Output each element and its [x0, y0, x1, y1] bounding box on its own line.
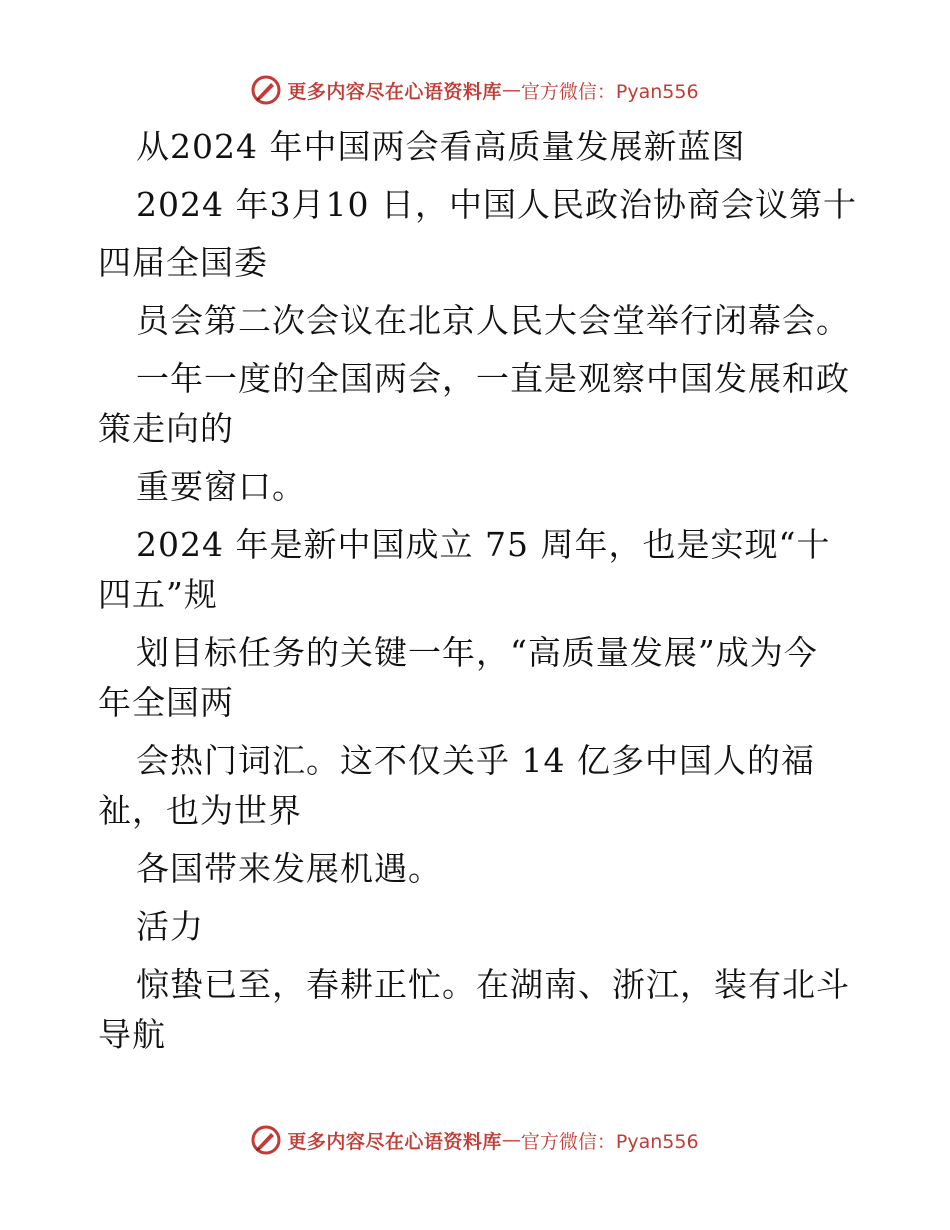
- paragraph-line: 划目标任务的关键一年，“高质量发展”成为今: [136, 633, 818, 672]
- section-heading: 活力: [136, 907, 204, 946]
- paragraph-line: 四届全国委: [98, 243, 268, 282]
- paragraph-line: 导航: [98, 1015, 166, 1054]
- pen-logo-icon: [251, 75, 281, 105]
- paragraph-line: 2024 年是新中国成立 75 周年，也是实现“十: [136, 525, 831, 564]
- paragraph-line: 四五”规: [98, 575, 218, 614]
- footer-watermark-banner: [0, 1120, 950, 1160]
- paragraph-line: 一年一度的全国两会，一直是观察中国发展和政: [136, 359, 850, 398]
- paragraph-line: 员会第二次会议在北京人民大会堂举行闭幕会。: [136, 301, 850, 340]
- banner-wechat-id: 官方微信：Pyan556: [520, 80, 699, 103]
- banner-title: 更多内容尽在心语资料库: [287, 1130, 502, 1153]
- document-title: 从2024 年中国两会看高质量发展新蓝图: [136, 127, 746, 166]
- paragraph-line: 惊蛰已至，春耕正忙。在湖南、浙江，装有北斗: [136, 965, 850, 1004]
- paragraph-line: 2024 年3月10 日，中国人民政治协商会议第十: [136, 185, 857, 224]
- paragraph-line: 策走向的: [98, 409, 234, 448]
- document-body: [98, 122, 857, 1068]
- paragraph-line: 年全国两: [98, 683, 234, 722]
- paragraph-line: 祉，也为世界: [98, 791, 302, 830]
- banner-separator: —: [501, 79, 521, 101]
- banner-title: 更多内容尽在心语资料库: [287, 80, 502, 103]
- paragraph-line: 重要窗口。: [136, 467, 306, 506]
- header-watermark-banner: [0, 70, 950, 110]
- pen-logo-icon: [251, 1125, 281, 1155]
- paragraph-line: 会热门词汇。这不仅关乎 14 亿多中国人的福: [136, 741, 815, 780]
- banner-separator: —: [501, 1129, 521, 1151]
- paragraph-line: 各国带来发展机遇。: [136, 849, 442, 888]
- banner-wechat-id: 官方微信：Pyan556: [520, 1130, 699, 1153]
